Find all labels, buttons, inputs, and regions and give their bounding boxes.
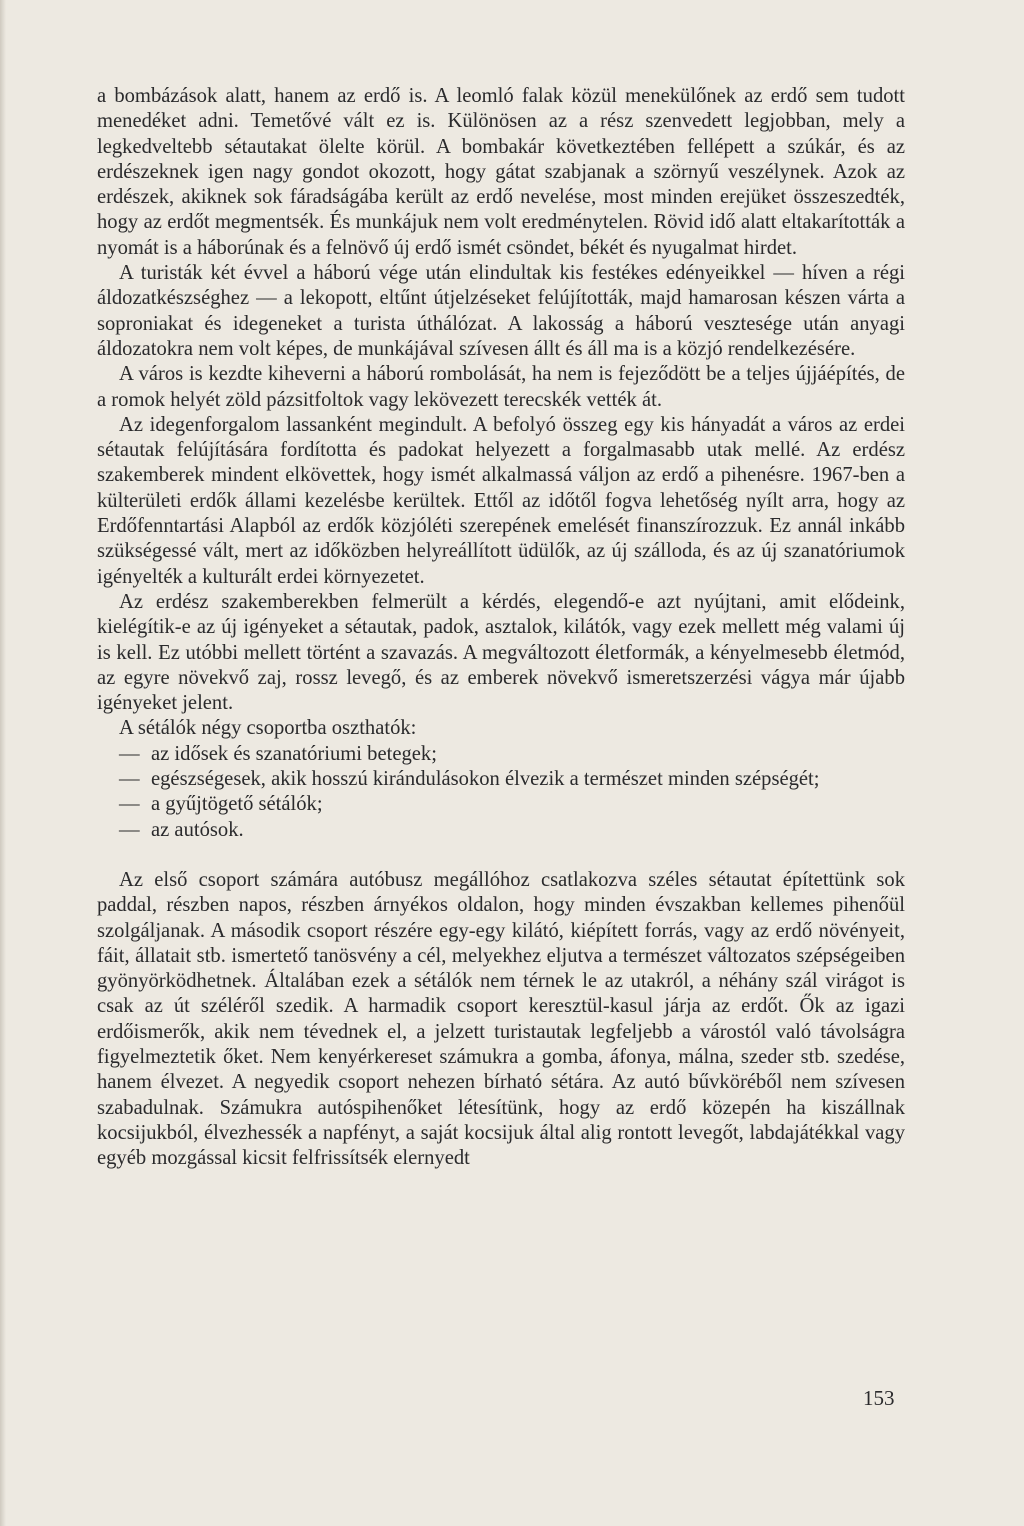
spacer bbox=[97, 843, 905, 868]
list-dash: — bbox=[119, 768, 140, 791]
list-item bbox=[97, 742, 905, 767]
walker-groups-list bbox=[97, 742, 905, 843]
paragraph: a bombázások alatt, hanem az erdő is. A leomló falak közül menekülőnek az erdő sem tudott menedéket adni. Temetővé vált ez is. Különösen az a rész szenvedett legjobban, mely a legkedveltebb sétautakat ölelte körül. A bombakár következtében fellépett a szúkár, és az erdészeknek igen nagy gondot okozott, hogy gátat szabjanak a szörnyű veszélynek. Azok az erdészek, akiknek sok fáradságába került az erdő nevelése, most minden erejüket összeszedték, hogy az erdőt megmentsék. És munkájuk nem volt eredménytelen. Rövid idő alatt eltakarították a nyomát is a háborúnak és a felnövő új erdő ismét csöndet, békét és nyugalmat hirdet. bbox=[97, 85, 905, 259]
list-dash: — bbox=[119, 793, 140, 816]
paragraph: A turisták két évvel a háború vége után elindultak kis festékes edényeikkel — híven a régi áldozatkészséghez — a lekopott, eltűnt útjelzéseket felújították, majd hamarosan készen várta a soproniakat és idegeneket a turista úthálózat. A lakosság a háború vesztesége után anyagi áldozatokra nem volt képes, de munkájával szívesen állt és áll ma is a közjó rendelkezésére. bbox=[97, 262, 905, 360]
list-item bbox=[97, 818, 905, 843]
list-item-text: a gyűjtögető sétálók; bbox=[151, 793, 323, 816]
paragraph: Az idegenforgalom lassanként megindult. A befolyó összeg egy kis hányadát a város az erdei sétautak felújítására fordította és padokat helyezett a forgalmasabb utak mellé. Az erdész szakemberek mindent elkövettek, hogy ismét alkalmassá váljon az erdő a pihenésre. 1967-ben a külterületi erdők állami kezelésbe kerültek. Ettől az időtől fogva lehetőség nyílt arra, hogy az Erdőfenntartási Alapból az erdők közjóléti szerepének emelését finanszírozzuk. Ez annál inkább szükségessé vált, mert az időközben helyreállított üdülők, az új szálloda, és az új szanatóriumok igényelték a kulturált erdei környezetet. bbox=[97, 413, 905, 588]
list-item-text: az autósok. bbox=[151, 818, 244, 841]
list-item bbox=[97, 792, 905, 817]
paragraph: Az első csoport számára autóbusz megállóhoz csatlakozva széles sétautat építettünk sok paddal, részben napos, részben árnyékos oldalon, hogy minden évszakban kellemes pihenőül szolgáljanak. A második csoport részére egy-egy kilátó, kiépített forrás, vagy az erdő növényeit, fáit, állatait stb. ismertető tanösvény a cél, melyekhez eljutva a természet változatos szépségeiben gyönyörködhetnek. Általában ezek a sétálók nem térnek le az utakról, a néhány szál virágot is csak az út széléről szedik. A harmadik csoport keresztül-kasul járja az erdőt. Ők az igazi erdőismerők, akik nem tévednek el, a jelzett turistautak legfeljebb a várostól való távolságra figyelmeztetik őket. Nem kenyérkereset számukra a gomba, áfonya, málna, szeder stb. szedése, hanem élvezet. A negyedik csoport nehezen bírható sétára. Az autó bűvköréből nem szívesen szabadulnak. Számukra autóspihenőket létesítünk, hogy az erdő közepén ha kiszállnak kocsijukból, élvezhessék a napfényt, a saját kocsijuk által alig rontott levegőt, labdajátékkal vagy egyéb mozgással kicsit felfrissítsék elernyedt bbox=[97, 868, 905, 1170]
page-number: 153 bbox=[863, 1386, 895, 1410]
list-item bbox=[97, 767, 905, 792]
list-dash: — bbox=[119, 742, 140, 765]
list-intro: A sétálók négy csoportba oszthatók: bbox=[119, 717, 417, 740]
paragraph: A város is kezdte kiheverni a háború rombolását, ha nem is fejeződött be a teljes újjáépítés, de a romok helyét zöld pázsitfoltok vagy lekövezett terecskék vették át. bbox=[97, 363, 905, 411]
page-edge-shadow bbox=[0, 0, 6, 1526]
list-item-text: az idősek és szanatóriumi betegek; bbox=[151, 742, 437, 765]
list-item-text: egészségesek, akik hosszú kirándulásokon élvezik a természet minden szépségét; bbox=[151, 768, 820, 791]
list-dash: — bbox=[119, 818, 140, 841]
body-text bbox=[97, 84, 905, 1171]
paragraph: Az erdész szakemberekben felmerült a kérdés, elegendő-e azt nyújtani, amit elődeink, kielégítik-e az új igényeket a sétautak, padok, asztalok, kilátók, vagy ezek mellett még valami új is kell. Ez utóbbi mellett történt a szavazás. A megváltozott életformák, a kényelmesebb életmód, az egyre növekvő zaj, rossz levegő, és az emberek növekvő ismeretszerzési vágya már újabb igényeket jelent. bbox=[97, 590, 905, 715]
